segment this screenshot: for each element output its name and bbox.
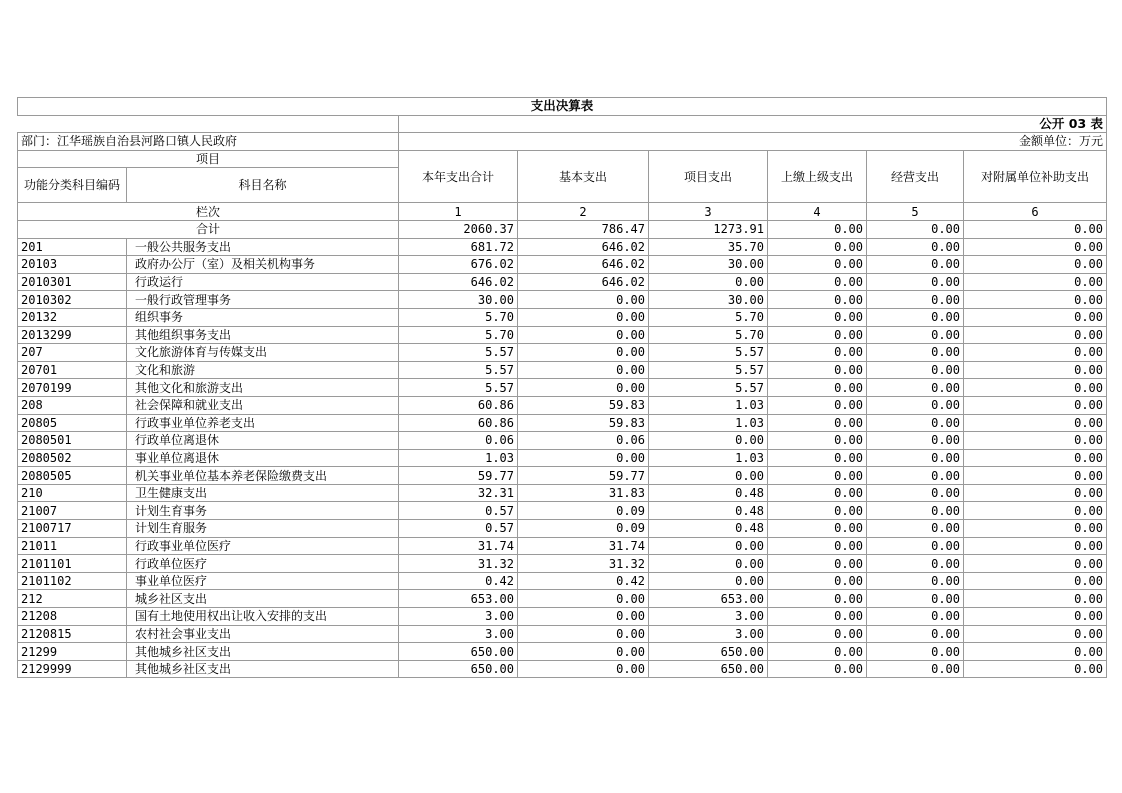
amount-cell: 0.00 — [768, 572, 867, 590]
amount-cell: 0.00 — [649, 572, 768, 590]
subject-name-cell: 其他城乡社区支出 — [127, 643, 399, 661]
column-index: 5 — [867, 203, 964, 221]
amount-cell: 0.00 — [867, 291, 964, 309]
amount-cell: 0.00 — [964, 344, 1107, 362]
amount-cell: 0.00 — [964, 520, 1107, 538]
total-value: 0.00 — [964, 220, 1107, 238]
amount-cell: 0.00 — [867, 326, 964, 344]
subject-name-cell: 计划生育服务 — [127, 520, 399, 538]
table-row — [18, 484, 1107, 502]
amount-cell: 0.00 — [867, 660, 964, 678]
subject-name-cell: 农村社会事业支出 — [127, 625, 399, 643]
amount-cell: 0.00 — [964, 590, 1107, 608]
amount-cell: 0.00 — [867, 625, 964, 643]
amount-cell: 0.00 — [867, 256, 964, 274]
table-row — [18, 396, 1107, 414]
amount-cell: 0.00 — [768, 555, 867, 573]
amount-cell: 0.00 — [867, 520, 964, 538]
amount-cell: 676.02 — [399, 256, 518, 274]
amount-cell: 0.00 — [964, 555, 1107, 573]
total-value: 1273.91 — [649, 220, 768, 238]
table-row — [18, 502, 1107, 520]
amount-cell: 0.00 — [964, 467, 1107, 485]
table-row — [18, 572, 1107, 590]
unit-label: 金额单位：万元 — [399, 133, 1107, 151]
amount-cell: 0.00 — [768, 643, 867, 661]
amount-cell: 0.00 — [518, 344, 649, 362]
amount-cell: 0.00 — [768, 256, 867, 274]
function-code-cell: 2080502 — [18, 449, 127, 467]
total-row — [18, 220, 1107, 238]
amount-cell: 0.09 — [518, 502, 649, 520]
subject-name-cell: 机关事业单位基本养老保险缴费支出 — [127, 467, 399, 485]
table-row — [18, 291, 1107, 309]
amount-cell: 650.00 — [399, 660, 518, 678]
subject-name-cell: 一般公共服务支出 — [127, 238, 399, 256]
function-code-cell: 2013299 — [18, 326, 127, 344]
amount-cell: 0.00 — [768, 379, 867, 397]
function-code-cell: 201 — [18, 238, 127, 256]
amount-cell: 0.00 — [518, 379, 649, 397]
amount-cell: 5.57 — [649, 344, 768, 362]
amount-cell: 1.03 — [649, 449, 768, 467]
subject-name-cell: 其他文化和旅游支出 — [127, 379, 399, 397]
total-value: 0.00 — [768, 220, 867, 238]
amount-cell: 30.00 — [649, 291, 768, 309]
column-index: 3 — [649, 203, 768, 221]
total-value: 786.47 — [518, 220, 649, 238]
amount-cell: 60.86 — [399, 414, 518, 432]
amount-cell: 1.03 — [649, 414, 768, 432]
subject-name-cell: 社会保障和就业支出 — [127, 396, 399, 414]
amount-cell: 653.00 — [399, 590, 518, 608]
amount-cell: 0.00 — [964, 660, 1107, 678]
amount-cell: 5.70 — [649, 326, 768, 344]
amount-cell: 0.00 — [768, 660, 867, 678]
amount-cell: 646.02 — [399, 273, 518, 291]
department-row — [18, 133, 1107, 151]
amount-cell: 0.00 — [964, 308, 1107, 326]
expenditure-table — [17, 97, 1107, 678]
amount-cell: 0.00 — [867, 308, 964, 326]
amount-cell: 0.00 — [867, 414, 964, 432]
amount-cell: 0.00 — [768, 467, 867, 485]
amount-cell: 0.06 — [518, 432, 649, 450]
column-index: 4 — [768, 203, 867, 221]
amount-cell: 0.00 — [768, 608, 867, 626]
amount-cell: 0.00 — [768, 414, 867, 432]
amount-cell: 0.00 — [867, 484, 964, 502]
amount-cell: 0.42 — [518, 572, 649, 590]
header-subject-name: 科目名称 — [127, 168, 399, 203]
subject-name-cell: 行政事业单位医疗 — [127, 537, 399, 555]
table-row — [18, 449, 1107, 467]
subject-name-cell: 文化和旅游 — [127, 361, 399, 379]
amount-cell: 0.00 — [768, 361, 867, 379]
amount-cell: 0.00 — [867, 361, 964, 379]
amount-cell: 653.00 — [649, 590, 768, 608]
subject-name-cell: 其他组织事务支出 — [127, 326, 399, 344]
amount-cell: 0.00 — [518, 643, 649, 661]
amount-cell: 0.00 — [867, 555, 964, 573]
amount-cell: 681.72 — [399, 238, 518, 256]
subject-name-cell: 其他城乡社区支出 — [127, 660, 399, 678]
function-code-cell: 207 — [18, 344, 127, 362]
amount-cell: 0.00 — [867, 449, 964, 467]
table-row — [18, 308, 1107, 326]
amount-cell: 0.00 — [768, 432, 867, 450]
amount-cell: 59.83 — [518, 396, 649, 414]
amount-cell: 3.00 — [649, 608, 768, 626]
table-row — [18, 555, 1107, 573]
function-code-cell: 20805 — [18, 414, 127, 432]
header-item: 项目 — [18, 150, 399, 168]
function-code-cell: 2080501 — [18, 432, 127, 450]
amount-cell: 0.48 — [649, 520, 768, 538]
function-code-cell: 20132 — [18, 308, 127, 326]
column-index-row — [18, 203, 1107, 221]
amount-cell: 0.00 — [768, 537, 867, 555]
amount-cell: 0.00 — [518, 625, 649, 643]
amount-cell: 59.77 — [399, 467, 518, 485]
table-row — [18, 344, 1107, 362]
function-code-cell: 2101101 — [18, 555, 127, 573]
amount-cell: 35.70 — [649, 238, 768, 256]
amount-cell: 31.74 — [399, 537, 518, 555]
table-number: 公开 03 表 — [399, 115, 1107, 133]
amount-cell: 5.70 — [649, 308, 768, 326]
table-row — [18, 625, 1107, 643]
function-code-cell: 21299 — [18, 643, 127, 661]
amount-cell: 646.02 — [518, 238, 649, 256]
subject-name-cell: 行政单位离退休 — [127, 432, 399, 450]
total-label: 合计 — [18, 220, 399, 238]
header-operating-expenditure: 经营支出 — [867, 150, 964, 203]
amount-cell: 0.00 — [867, 643, 964, 661]
department-label: 部门：江华瑶族自治县河路口镇人民政府 — [18, 133, 399, 151]
function-code-cell: 2101102 — [18, 572, 127, 590]
subject-name-cell: 计划生育事务 — [127, 502, 399, 520]
subject-name-cell: 行政单位医疗 — [127, 555, 399, 573]
table-row — [18, 273, 1107, 291]
amount-cell: 3.00 — [399, 608, 518, 626]
function-code-cell: 2080505 — [18, 467, 127, 485]
amount-cell: 31.32 — [518, 555, 649, 573]
amount-cell: 0.57 — [399, 520, 518, 538]
amount-cell: 0.06 — [399, 432, 518, 450]
amount-cell: 0.00 — [518, 660, 649, 678]
function-code-cell: 2129999 — [18, 660, 127, 678]
subject-name-cell: 事业单位离退休 — [127, 449, 399, 467]
amount-cell: 0.57 — [399, 502, 518, 520]
amount-cell: 646.02 — [518, 256, 649, 274]
function-code-cell: 21208 — [18, 608, 127, 626]
header-subsidiary-subsidy: 对附属单位补助支出 — [964, 150, 1107, 203]
amount-cell: 0.00 — [518, 361, 649, 379]
function-code-cell: 2100717 — [18, 520, 127, 538]
amount-cell: 0.00 — [768, 396, 867, 414]
amount-cell: 0.00 — [964, 273, 1107, 291]
amount-cell: 31.74 — [518, 537, 649, 555]
amount-cell: 0.00 — [649, 467, 768, 485]
amount-cell: 0.42 — [399, 572, 518, 590]
amount-cell: 0.00 — [867, 608, 964, 626]
header-row-1 — [18, 150, 1107, 168]
subject-name-cell: 国有土地使用权出让收入安排的支出 — [127, 608, 399, 626]
amount-cell: 0.00 — [867, 590, 964, 608]
column-index: 1 — [399, 203, 518, 221]
subject-name-cell: 行政事业单位养老支出 — [127, 414, 399, 432]
amount-cell: 650.00 — [649, 643, 768, 661]
amount-cell: 1.03 — [649, 396, 768, 414]
amount-cell: 0.00 — [964, 502, 1107, 520]
header-project-expenditure: 项目支出 — [649, 150, 768, 203]
amount-cell: 0.00 — [768, 449, 867, 467]
table-row — [18, 432, 1107, 450]
subject-name-cell: 城乡社区支出 — [127, 590, 399, 608]
subject-name-cell: 组织事务 — [127, 308, 399, 326]
blank-cell — [18, 115, 399, 133]
table-row — [18, 590, 1107, 608]
function-code-cell: 20701 — [18, 361, 127, 379]
amount-cell: 60.86 — [399, 396, 518, 414]
amount-cell: 0.00 — [964, 484, 1107, 502]
function-code-cell: 210 — [18, 484, 127, 502]
expenditure-statement-sheet — [17, 97, 1106, 678]
amount-cell: 31.83 — [518, 484, 649, 502]
subject-name-cell: 卫生健康支出 — [127, 484, 399, 502]
amount-cell: 0.00 — [768, 238, 867, 256]
amount-cell: 0.00 — [768, 625, 867, 643]
table-row — [18, 414, 1107, 432]
amount-cell: 32.31 — [399, 484, 518, 502]
title-row — [18, 98, 1107, 116]
header-upper-level-expenditure: 上缴上级支出 — [768, 150, 867, 203]
table-row — [18, 361, 1107, 379]
amount-cell: 0.00 — [867, 396, 964, 414]
function-code-cell: 2070199 — [18, 379, 127, 397]
amount-cell: 0.00 — [768, 308, 867, 326]
amount-cell: 0.00 — [964, 572, 1107, 590]
amount-cell: 0.00 — [964, 432, 1107, 450]
amount-cell: 5.57 — [399, 361, 518, 379]
amount-cell: 0.00 — [768, 484, 867, 502]
amount-cell: 0.00 — [964, 449, 1107, 467]
amount-cell: 0.00 — [768, 520, 867, 538]
amount-cell: 0.00 — [768, 344, 867, 362]
table-row — [18, 256, 1107, 274]
subject-name-cell: 事业单位医疗 — [127, 572, 399, 590]
table-row — [18, 379, 1107, 397]
amount-cell: 0.00 — [964, 256, 1107, 274]
amount-cell: 0.00 — [964, 537, 1107, 555]
header-basic-expenditure: 基本支出 — [518, 150, 649, 203]
table-row — [18, 326, 1107, 344]
amount-cell: 0.00 — [964, 291, 1107, 309]
amount-cell: 0.00 — [964, 608, 1107, 626]
column-index: 6 — [964, 203, 1107, 221]
function-code-cell: 20103 — [18, 256, 127, 274]
subject-name-cell: 政府办公厅（室）及相关机构事务 — [127, 256, 399, 274]
amount-cell: 0.00 — [768, 291, 867, 309]
amount-cell: 0.00 — [964, 238, 1107, 256]
amount-cell: 0.00 — [867, 572, 964, 590]
amount-cell: 650.00 — [399, 643, 518, 661]
amount-cell: 0.00 — [964, 379, 1107, 397]
amount-cell: 0.48 — [649, 484, 768, 502]
amount-cell: 59.83 — [518, 414, 649, 432]
function-code-cell: 2010302 — [18, 291, 127, 309]
table-row — [18, 608, 1107, 626]
amount-cell: 0.00 — [867, 344, 964, 362]
function-code-cell: 21007 — [18, 502, 127, 520]
header-total-expenditure: 本年支出合计 — [399, 150, 518, 203]
amount-cell: 59.77 — [518, 467, 649, 485]
amount-cell: 0.00 — [964, 625, 1107, 643]
amount-cell: 5.57 — [399, 379, 518, 397]
amount-cell: 0.00 — [964, 361, 1107, 379]
amount-cell: 0.00 — [964, 414, 1107, 432]
function-code-cell: 2120815 — [18, 625, 127, 643]
table-title: 支出决算表 — [18, 98, 1107, 116]
function-code-cell: 2010301 — [18, 273, 127, 291]
amount-cell: 0.00 — [768, 502, 867, 520]
subject-name-cell: 文化旅游体育与传媒支出 — [127, 344, 399, 362]
amount-cell: 0.00 — [649, 537, 768, 555]
amount-cell: 0.00 — [867, 432, 964, 450]
table-number-row — [18, 115, 1107, 133]
table-row — [18, 467, 1107, 485]
amount-cell: 0.00 — [518, 308, 649, 326]
amount-cell: 0.09 — [518, 520, 649, 538]
column-index: 2 — [518, 203, 649, 221]
function-code-cell: 212 — [18, 590, 127, 608]
amount-cell: 0.00 — [518, 608, 649, 626]
amount-cell: 0.00 — [518, 291, 649, 309]
function-code-cell: 208 — [18, 396, 127, 414]
amount-cell: 0.00 — [964, 326, 1107, 344]
table-row — [18, 643, 1107, 661]
amount-cell: 0.00 — [518, 590, 649, 608]
header-function-code: 功能分类科目编码 — [18, 168, 127, 203]
amount-cell: 31.32 — [399, 555, 518, 573]
amount-cell: 650.00 — [649, 660, 768, 678]
table-row — [18, 537, 1107, 555]
amount-cell: 0.00 — [867, 537, 964, 555]
table-row — [18, 520, 1107, 538]
amount-cell: 0.00 — [867, 273, 964, 291]
amount-cell: 30.00 — [649, 256, 768, 274]
amount-cell: 0.48 — [649, 502, 768, 520]
amount-cell: 5.70 — [399, 326, 518, 344]
amount-cell: 0.00 — [867, 379, 964, 397]
amount-cell: 0.00 — [649, 555, 768, 573]
total-value: 0.00 — [867, 220, 964, 238]
amount-cell: 0.00 — [518, 326, 649, 344]
amount-cell: 0.00 — [649, 273, 768, 291]
amount-cell: 5.57 — [649, 361, 768, 379]
amount-cell: 0.00 — [964, 643, 1107, 661]
amount-cell: 0.00 — [768, 273, 867, 291]
amount-cell: 5.57 — [399, 344, 518, 362]
amount-cell: 0.00 — [867, 238, 964, 256]
amount-cell: 1.03 — [399, 449, 518, 467]
total-value: 2060.37 — [399, 220, 518, 238]
column-index-label: 栏次 — [18, 203, 399, 221]
function-code-cell: 21011 — [18, 537, 127, 555]
table-row — [18, 238, 1107, 256]
amount-cell: 5.57 — [649, 379, 768, 397]
amount-cell: 0.00 — [867, 467, 964, 485]
amount-cell: 0.00 — [768, 590, 867, 608]
amount-cell: 646.02 — [518, 273, 649, 291]
amount-cell: 0.00 — [867, 502, 964, 520]
subject-name-cell: 一般行政管理事务 — [127, 291, 399, 309]
table-row — [18, 660, 1107, 678]
amount-cell: 5.70 — [399, 308, 518, 326]
amount-cell: 0.00 — [964, 396, 1107, 414]
amount-cell: 0.00 — [518, 449, 649, 467]
amount-cell: 30.00 — [399, 291, 518, 309]
amount-cell: 3.00 — [399, 625, 518, 643]
amount-cell: 3.00 — [649, 625, 768, 643]
subject-name-cell: 行政运行 — [127, 273, 399, 291]
amount-cell: 0.00 — [649, 432, 768, 450]
amount-cell: 0.00 — [768, 326, 867, 344]
